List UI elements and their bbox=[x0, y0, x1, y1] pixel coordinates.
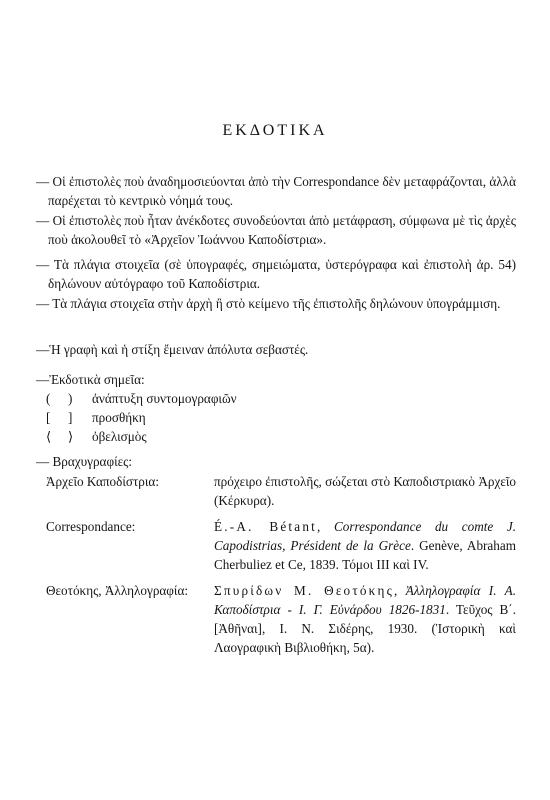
abbreviation-value bbox=[214, 581, 516, 657]
editorial-signs bbox=[36, 370, 516, 446]
sign-row bbox=[46, 427, 516, 446]
note-italics-autograph: — Τὰ πλάγια στοιχεῖα (σὲ ὑπογραφές, σημειώματα, ὑστερόγραφα καὶ ἐπιστολὴ ἀρ. 54) δηλώνουν αὐτόγραφο τοῦ Καποδίστρια. bbox=[36, 257, 516, 291]
sign-open: ⟨ bbox=[46, 429, 52, 444]
citation-separator: , bbox=[394, 583, 406, 598]
note-unpublished: — Οἱ ἐπιστολὲς ποὺ ἦταν ἀνέκδοτες συνοδεύονται ἀπὸ μετάφραση, σύμφωνα μὲ τὶς ἀρχὲς ποὺ ἀκολουθεῖ τὸ «Ἀρχεῖον Ἰωάννου Καποδίστρια». bbox=[36, 213, 516, 247]
abbreviation-value: πρόχειρο ἐπιστολῆς, σώζεται στὸ Καποδιστριακὸ Ἀρχεῖο (Κέρκυρα). bbox=[214, 474, 516, 508]
sign-open: ( bbox=[46, 391, 51, 406]
citation-separator: , bbox=[317, 519, 334, 534]
sign-meaning: προσθήκη bbox=[92, 410, 146, 425]
sign-close: ⟩ bbox=[68, 429, 74, 444]
abbreviation-key: Ἀρχεῖο Καποδίστρια: bbox=[46, 474, 160, 489]
abbreviation-key: Correspondance: bbox=[46, 519, 136, 534]
citation-details: . Τεῦχος Β΄. [Ἀθῆναι], Ι. Ν. Σιδέρης, 1930. (Ἱστορικὴ καὶ Λαογραφικὴ Βιβλιοθήκη, 5α). bbox=[214, 602, 516, 655]
sign-close: ) bbox=[68, 391, 73, 406]
citation-details: . Genève, Abraham Cherbuliez et Ce, 1839. Τόμοι III καὶ IV. bbox=[214, 538, 516, 572]
notes-translation bbox=[36, 172, 516, 249]
abbreviation-row bbox=[36, 517, 516, 574]
abbreviations-heading: — Βραχυγραφίες: bbox=[36, 454, 133, 469]
abbreviation-row bbox=[36, 472, 516, 510]
signs-heading: —Ἐκδοτικὰ σημεῖα: bbox=[36, 372, 145, 387]
sign-row bbox=[46, 389, 516, 408]
page-title: ΕΚΔΟΤΙΚΑ bbox=[222, 122, 328, 139]
abbreviation-key: Θεοτόκης, Ἀλληλογραφία: bbox=[46, 583, 189, 598]
abbreviation-value bbox=[214, 517, 516, 574]
citation-author: É.-A. Bétant bbox=[214, 519, 318, 534]
citation-title: Ἀλληλογραφία Ι. Α. Καποδίστρια - Ι. Γ. Εὐνάρδου 1826-1831 bbox=[214, 583, 517, 617]
sign-open: [ bbox=[46, 410, 51, 425]
citation-author: Σπυρίδων Μ. Θεοτόκης bbox=[214, 583, 395, 598]
abbreviation-row bbox=[36, 581, 516, 657]
note-italics-underline: — Τὰ πλάγια στοιχεῖα στὴν ἀρχὴ ἢ στὸ κείμενο τῆς ἐπιστολῆς δηλώνουν ὑπογράμμιση. bbox=[36, 296, 501, 311]
sign-meaning: ὀβελισμὸς bbox=[92, 429, 147, 444]
sign-row bbox=[46, 408, 516, 427]
notes-italics bbox=[36, 255, 516, 313]
sign-meaning: ἀνάπτυξη συντομογραφιῶν bbox=[92, 391, 237, 406]
sign-close: ] bbox=[68, 410, 73, 425]
note-spelling bbox=[36, 340, 516, 359]
note-spelling-text: —Ἡ γραφὴ καὶ ἡ στίξη ἔμειναν ἀπόλυτα σεβαστές. bbox=[36, 342, 309, 357]
abbreviations-table bbox=[36, 472, 516, 657]
note-correspondance: — Οἱ ἐπιστολὲς ποὺ ἀναδημοσιεύονται ἀπὸ τὴν Correspondance δὲν μεταφράζονται, ἀλλὰ παρέχεται τὸ κεντρικὸ νόημά τους. bbox=[36, 174, 516, 208]
citation-title: Correspondance du comte J. Capodistrias, Président de la Grèce bbox=[214, 519, 517, 553]
